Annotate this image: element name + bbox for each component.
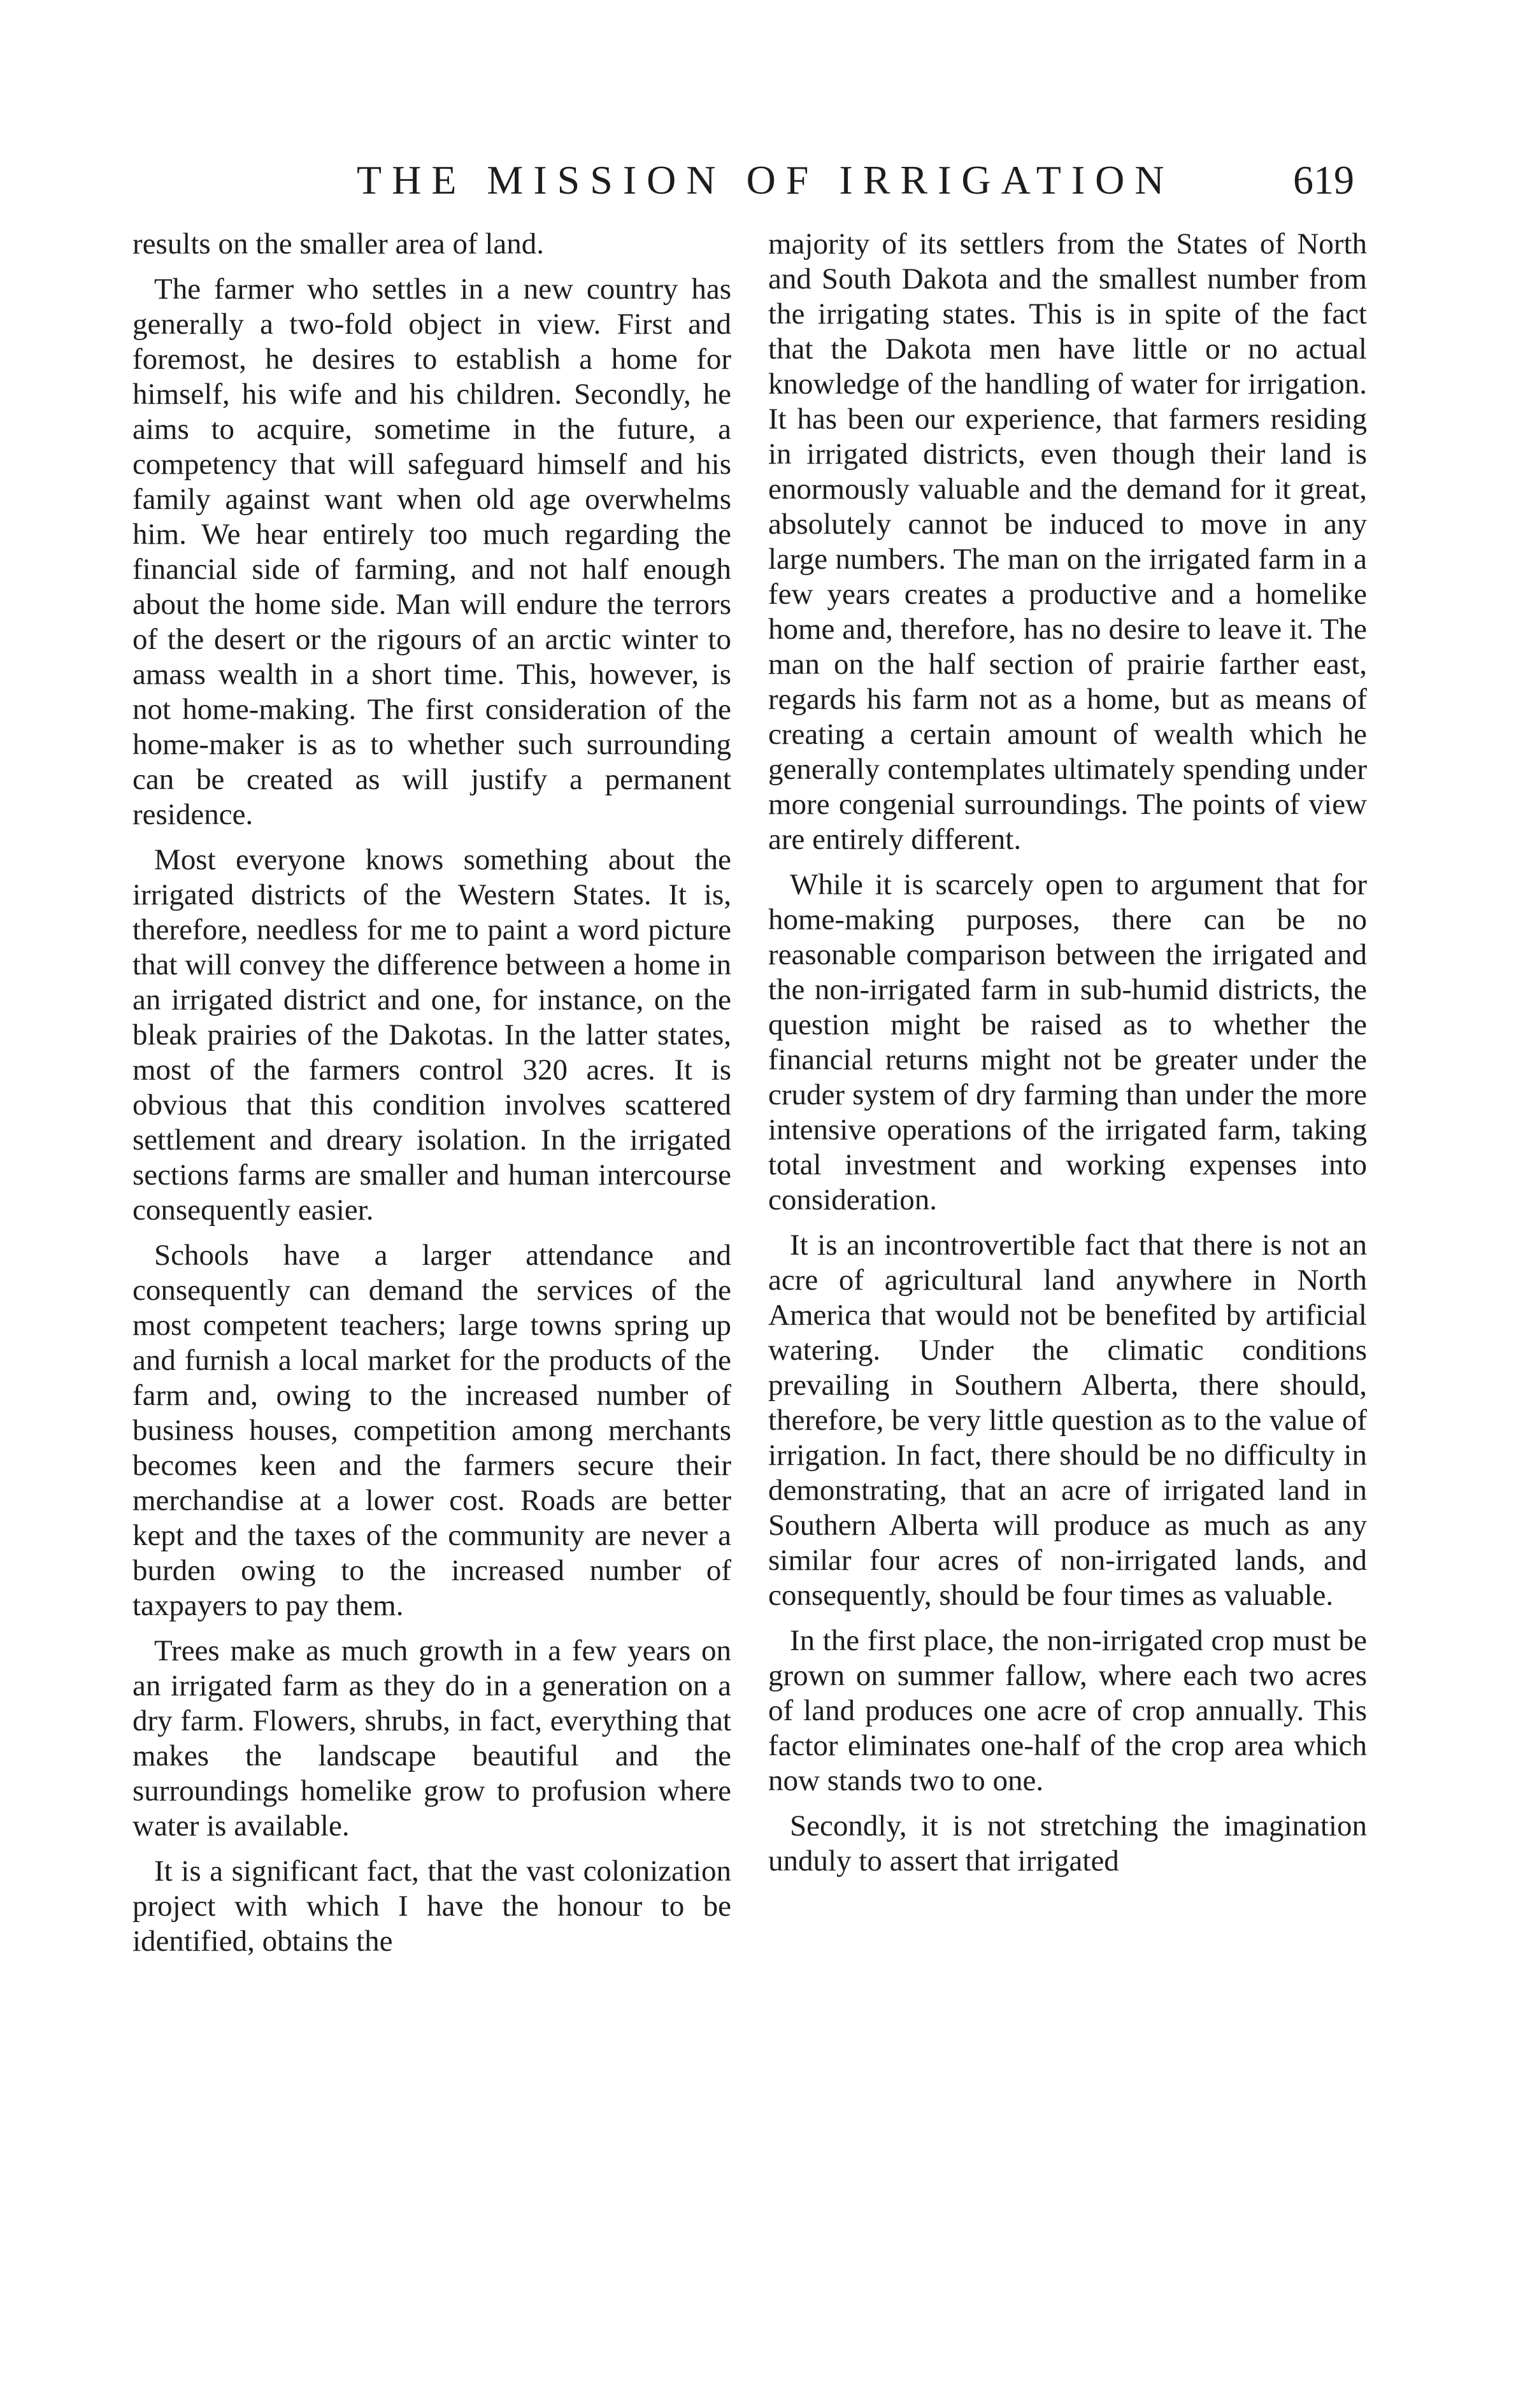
paragraph-continued: majority of its settlers from the States of North and South Dakota and the smallest number from the irrigating states. This is in spite of the fact that the Dakota men have little or no actual knowledge of the handling of water for irrigation. It has been our experience, that farmers residing in irrigated districts, even though their land is enormously valuable and the demand for it great, absolutely cannot be induced to move in any large numbers. The man on the irrigated farm in a few years creates a productive and a homelike home and, therefore, has no desire to leave it. The man on the half section of prairie farther east, regards his farm not as a home, but as means of creating a certain amount of wealth which he generally contemplates ultimately spending under more congenial surroundings. The points of view are entirely different. <box>768 227 1367 856</box>
left-column <box>132 227 731 2335</box>
page-number: 619 <box>1293 157 1354 203</box>
right-column <box>768 227 1367 2335</box>
paragraph: It is a significant fact, that the vast colonization project with which I have the honour to be identified, obtains the <box>132 1855 731 1958</box>
paragraph: The farmer who settles in a new country has generally a two-fold object in view. First and foremost, he desires to establish a home for himself, his wife and his children. Secondly, he aims to acquire, sometime in the future, a competency that will safeguard himself and his family against want when old age overwhelms him. We hear entirely too much regarding the financial side of farming, and not half enough about the home side. Man will endure the terrors of the desert or the rigours of an arctic winter to amass wealth in a short time. This, however, is not home-making. The first consideration of the home-maker is as to whether such surrounding can be created as will justify a permanent residence. <box>132 273 731 831</box>
paragraph-continues-next-page: Secondly, it is not stretching the imagination unduly to assert that irrigated <box>768 1809 1367 1877</box>
paragraph: Most everyone knows something about the irrigated districts of the Western States. It is, therefore, needless for me to paint a word picture that will convey the difference between a home in an irrigated district and one, for instance, on the bleak prairies of the Dakotas. In the latter states, most of the farmers control 320 acres. It is obvious that this condition involves scattered settlement and dreary isolation. In the irrigated sections farms are smaller and human intercourse consequently easier. <box>132 843 731 1227</box>
running-title: THE MISSION OF IRRIGATION <box>357 157 1175 203</box>
paragraph: While it is scarcely open to argument that for home-making purposes, there can be no reasonable comparison between the irrigated and the non-irrigated farm in sub-humid districts, the question might be raised as to whether the financial returns might not be greater under the cruder system of dry farming than under the more intensive operations of the irrigated farm, taking total investment and working expenses into consideration. <box>768 868 1367 1216</box>
running-header <box>0 152 1516 209</box>
paragraph: Schools have a larger attendance and consequently can demand the services of the most competent teachers; large towns spring up and furnish a local market for the products of the farm and, owing to the increased number of business houses, competition among merchants becomes keen and the farmers secure their merchandise at a lower cost. Roads are better kept and the taxes of the community are never a burden owing to the increased number of taxpayers to pay them. <box>132 1239 731 1622</box>
paragraph: Trees make as much growth in a few years on an irrigated farm as they do in a generation on a dry farm. Flowers, shrubs, in fact, everything that makes the landscape beautiful and the surroundings homelike grow to profusion where water is available. <box>132 1634 731 1842</box>
paragraph-continued-from-previous-page: results on the smaller area of land. <box>132 227 545 260</box>
paragraph: In the first place, the non-irrigated crop must be grown on summer fallow, where each two acres of land produces one acre of crop annually. This factor eliminates one-half of the crop area which now stands two to one. <box>768 1624 1367 1797</box>
paragraph: It is an incontrovertible fact that there is not an acre of agricultural land anywhere in North America that would not be benefited by artificial watering. Under the climatic conditions prevailing in Southern Alberta, there should, therefore, be very little question as to the value of irrigation. In fact, there should be no difficulty in demonstrating, that an acre of irrigated land in Southern Alberta will produce as much as any similar four acres of non-irrigated lands, and consequently, should be four times as valuable. <box>768 1229 1367 1612</box>
